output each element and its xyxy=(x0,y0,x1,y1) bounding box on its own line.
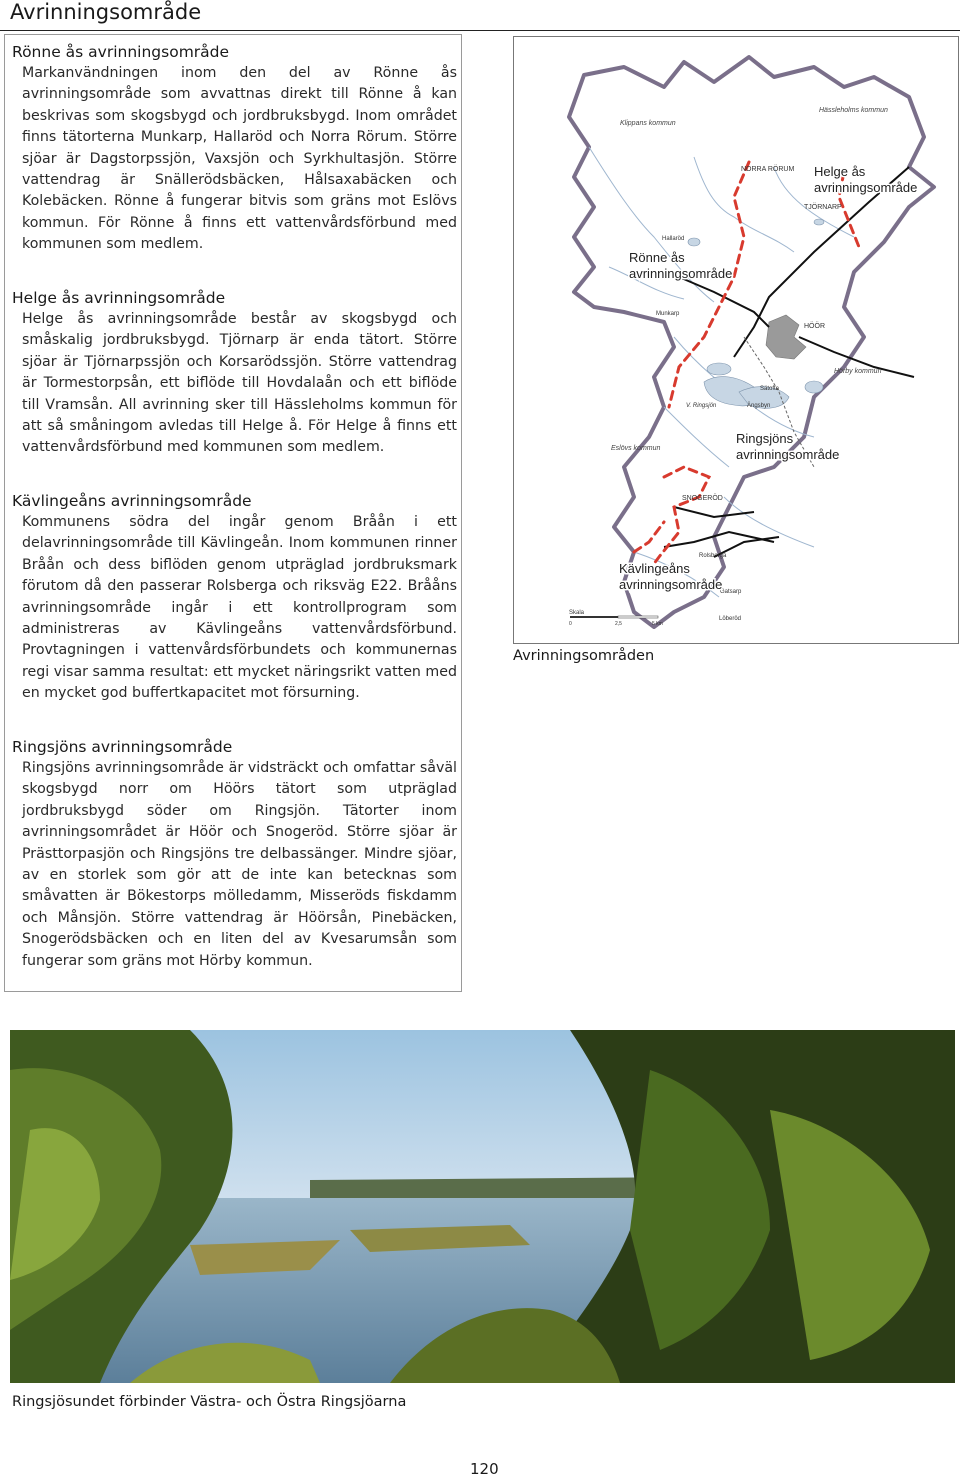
section-body: Helge ås avrinningsområde består av skogsbygd och småskalig jordbruksbygd. Tjörnarp är enda tätort. Större sjöar är Tjörnarpssjön och Korsarödssjön. Större vattendrag är Tormestorpsån, ett biflöde till Hovdalaån och ett biflöde till Vramsån. All avrinning sker till Hässleholms kommun för att så småningom avledas till Helge å. För Helge å finns ett vattenvårdsförbund med kommunen som medlem. xyxy=(22,311,457,456)
catchment-map xyxy=(513,36,959,644)
label-hoor: HÖÖR xyxy=(804,323,825,330)
section-body: Markanvändningen inom den del av Rönne ås avrinningsområde som avvattnas direkt till Rönne å kan beskrivas som skogsbygd och jordbruksbygd. Inom området finns tätorterna Munkarp, Hallaröd och Norra Rörum. Större sjöar är Dagstorpssjön, Vaxsjön och Syrkhultasjön. Större vattendrag är Snällerödsbäcken, Hålsaxabäcken och Kolebäcken. Rönne å fungerar bitvis som gräns mot Eslövs kommun. För Rönne å finns ett vattenvårdsförbund med kommunen som medlem. xyxy=(22,65,457,253)
label-kavlinge-1: Kävlingeåns xyxy=(619,561,690,576)
section-ringsjon xyxy=(12,737,457,972)
label-munkarp: Munkarp xyxy=(656,311,680,317)
label-v-ringsjon: V. Ringsjön xyxy=(686,403,717,409)
section-heading: Kävlingeåns avrinningsområde xyxy=(12,492,252,510)
section-heading: Rönne ås avrinningsområde xyxy=(12,43,230,61)
label-ringsjon-1: Ringsjöns xyxy=(736,431,794,446)
scale-title: Skala xyxy=(569,610,585,616)
label-satofta: Sätofta xyxy=(760,386,780,392)
label-snogerod: SNOGERÖD xyxy=(682,495,723,502)
label-tjornarp: TJÖRNARP xyxy=(804,204,842,211)
label-norra-rorum: NORRA RÖRUM xyxy=(741,166,795,173)
title-divider xyxy=(0,30,960,31)
section-kavlinge xyxy=(12,491,457,705)
label-ronne-2: avrinningsområde xyxy=(629,266,733,281)
label-gatsarp: Gatsarp xyxy=(720,589,742,595)
label-klippan: Klippans kommun xyxy=(620,120,676,127)
label-ronne-1: Rönne ås xyxy=(629,250,685,265)
section-helge xyxy=(12,288,457,459)
label-kavlinge-2: avrinningsområde xyxy=(619,577,723,592)
section-ronne xyxy=(12,42,457,256)
label-hallarod: Hallaröd xyxy=(662,236,685,242)
section-body: Ringsjöns avrinningsområde är vidsträckt och omfattar såväl skogsbygd norr om Höörs tätort som utpräglad jordbruksbygd söder om Ringsjön. Tätorter inom avrinningsområdet är Höör och Snogeröd. Större sjöar är Prästtorpasjön och Ringsjöns tre delbassänger. Mindre sjöar, av en storlek som gör att de inte kan betecknas som småvatten är Bökestorps mölledamm, Misseröds fiskdamm och Månsjön. Större vattendrag är Höörsån, Pinebäcken, Snogerödsbäcken och en liten del av Kvesarumsån som fungerar som gräns mot Hörby kommun. xyxy=(22,760,457,969)
label-loberod: Löberöd xyxy=(719,616,742,622)
label-horby: Hörby kommun xyxy=(834,368,882,375)
label-rolsberga: Rolsberga xyxy=(699,553,727,559)
map-caption: Avrinningsområden xyxy=(513,648,655,664)
label-helge-2: avrinningsområde xyxy=(814,180,918,195)
section-heading: Ringsjöns avrinningsområde xyxy=(12,738,233,756)
scale-tick-1: 2,5 xyxy=(615,621,622,627)
label-angsbyn: Ängsbyn xyxy=(747,403,771,409)
scale-tick-0: 0 xyxy=(569,621,572,627)
lake-photo xyxy=(10,1030,955,1383)
scale-tick-2: 5 km xyxy=(652,621,663,627)
label-helge-1: Helge ås xyxy=(814,164,866,179)
label-hassleholm: Hässleholms kommun xyxy=(819,107,888,114)
section-body: Kommunens södra del ingår genom Bråån i ett delavrinningsområde till Kävlingeån. Inom kommunen rinner Bråån och dess biflöden genom utpräglad jordbruksmark förutom då den passerar Rolsberga och riksväg E22. Brååns avrinningsområde ingår i ett kontrollprogram som administreras av Kävlingeåns vattenvårdsförbund. Provtagningen i vattenvårdsförbundets och kommunernas regi visar samma resultat: ett mycket näringsrikt vatten med en mycket god buffertkapacitet mot försurning. xyxy=(22,514,457,702)
label-ringsjon-2: avrinningsområde xyxy=(736,447,840,462)
page-number: 120 xyxy=(470,1460,499,1478)
photo-caption: Ringsjösundet förbinder Västra- och Östra Ringsjöarna xyxy=(12,1394,407,1410)
label-eslov: Eslövs kommun xyxy=(611,445,661,452)
section-heading: Helge ås avrinningsområde xyxy=(12,289,226,307)
page-title: Avrinningsområde xyxy=(10,0,202,24)
